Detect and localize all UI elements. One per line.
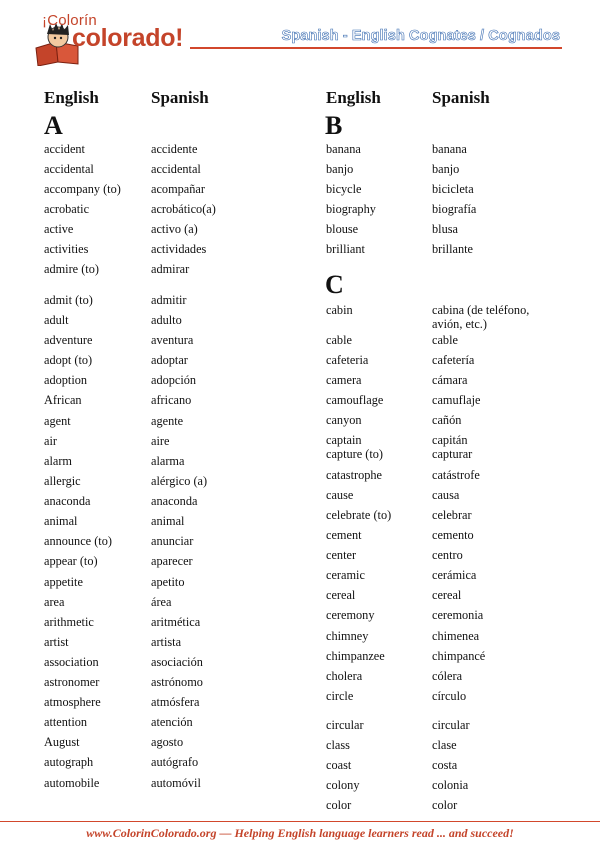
spanish-word: accidente bbox=[151, 142, 198, 156]
english-word: allergic bbox=[44, 474, 81, 488]
spanish-word: área bbox=[151, 595, 172, 609]
english-word: adult bbox=[44, 313, 69, 327]
spanish-word: celebrar bbox=[432, 508, 472, 522]
english-word: August bbox=[44, 735, 80, 749]
english-word: alarm bbox=[44, 454, 72, 468]
column-header-english-left: English bbox=[44, 88, 99, 107]
english-word: area bbox=[44, 595, 65, 609]
english-word: adventure bbox=[44, 333, 93, 347]
spanish-word: cámara bbox=[432, 373, 468, 387]
logo[interactable] bbox=[34, 8, 194, 68]
spanish-word: blusa bbox=[432, 222, 458, 236]
english-word: agent bbox=[44, 414, 71, 428]
english-word: air bbox=[44, 434, 57, 448]
logo-text-small: ¡Colorín bbox=[42, 12, 97, 29]
english-word: autograph bbox=[44, 755, 94, 769]
english-word: camera bbox=[326, 373, 362, 387]
spanish-word: banjo bbox=[432, 162, 460, 176]
spanish-word: autógrafo bbox=[151, 755, 199, 769]
spanish-word: brillante bbox=[432, 242, 473, 256]
english-word: color bbox=[326, 798, 352, 812]
page-title: Spanish - English Cognates / Cognados bbox=[281, 28, 560, 44]
english-word: captain bbox=[326, 433, 362, 447]
english-word: attention bbox=[44, 715, 88, 729]
spanish-word: avión, etc.) bbox=[432, 317, 487, 331]
logo-text-large: colorado! bbox=[72, 24, 184, 52]
english-word: admit (to) bbox=[44, 293, 93, 307]
english-word: colony bbox=[326, 778, 360, 792]
spanish-word: apetito bbox=[151, 575, 185, 589]
english-word: cholera bbox=[326, 669, 363, 683]
spanish-word: agente bbox=[151, 414, 184, 428]
column-header-english-right: English bbox=[326, 88, 381, 107]
spanish-word: alérgico (a) bbox=[151, 474, 208, 488]
spanish-word: cable bbox=[432, 333, 458, 347]
spanish-word: clase bbox=[432, 738, 457, 752]
english-word: appetite bbox=[44, 575, 83, 589]
spanish-word: agosto bbox=[151, 735, 184, 749]
spanish-word: chimpancé bbox=[432, 649, 486, 663]
english-word: cabin bbox=[326, 303, 353, 317]
english-word: cafeteria bbox=[326, 353, 369, 367]
spanish-word: capitán bbox=[432, 433, 468, 447]
column-header-spanish-left: Spanish bbox=[151, 88, 209, 107]
spanish-word: admirar bbox=[151, 262, 190, 276]
english-word: automobile bbox=[44, 776, 100, 790]
spanish-word: atención bbox=[151, 715, 193, 729]
english-word: association bbox=[44, 655, 99, 669]
english-word: banjo bbox=[326, 162, 354, 176]
spanish-word: admitir bbox=[151, 293, 187, 307]
spanish-word: bicicleta bbox=[432, 182, 474, 196]
english-word: biography bbox=[326, 202, 376, 216]
english-word: bicycle bbox=[326, 182, 362, 196]
section-letter-c: C bbox=[325, 270, 344, 299]
english-word: anaconda bbox=[44, 494, 91, 508]
spanish-word: alarma bbox=[151, 454, 185, 468]
english-word: cause bbox=[326, 488, 354, 502]
english-word: active bbox=[44, 222, 74, 236]
spanish-word: aventura bbox=[151, 333, 194, 347]
english-word: appear (to) bbox=[44, 554, 98, 568]
english-word: circle bbox=[326, 689, 354, 703]
english-word: ceremony bbox=[326, 608, 375, 622]
english-word: coast bbox=[326, 758, 352, 772]
spanish-word: actividades bbox=[151, 242, 207, 256]
english-word: canyon bbox=[326, 413, 362, 427]
spanish-word: atmósfera bbox=[151, 695, 200, 709]
spanish-word: artista bbox=[151, 635, 182, 649]
spanish-word: cañón bbox=[432, 413, 462, 427]
english-word: acrobatic bbox=[44, 202, 90, 216]
english-word: catastrophe bbox=[326, 468, 382, 482]
spanish-word: ceremonia bbox=[432, 608, 484, 622]
spanish-word: chimenea bbox=[432, 629, 480, 643]
english-word: accident bbox=[44, 142, 85, 156]
english-word: adopt (to) bbox=[44, 353, 93, 367]
spanish-word: banana bbox=[432, 142, 467, 156]
english-word: animal bbox=[44, 514, 78, 528]
english-word: cable bbox=[326, 333, 352, 347]
header-divider bbox=[190, 47, 562, 49]
english-word: center bbox=[326, 548, 357, 562]
spanish-word: automóvil bbox=[151, 776, 201, 790]
spanish-word: adulto bbox=[151, 313, 182, 327]
english-word: brilliant bbox=[326, 242, 365, 256]
english-word: arithmetic bbox=[44, 615, 94, 629]
english-word: admire (to) bbox=[44, 262, 99, 276]
spanish-word: aparecer bbox=[151, 554, 193, 568]
english-word: ceramic bbox=[326, 568, 365, 582]
english-word: chimney bbox=[326, 629, 369, 643]
spanish-word: cólera bbox=[432, 669, 463, 683]
spanish-word: asociación bbox=[151, 655, 203, 669]
english-word: cereal bbox=[326, 588, 356, 602]
column-header-spanish-right: Spanish bbox=[432, 88, 490, 107]
spanish-word: adoptar bbox=[151, 353, 188, 367]
english-word: circular bbox=[326, 718, 364, 732]
footer-tagline: www.ColorinColorado.org — Helping English language learners read ... and succeed! bbox=[86, 826, 514, 840]
english-word: activities bbox=[44, 242, 89, 256]
spanish-word: aritmética bbox=[151, 615, 201, 629]
english-word: chimpanzee bbox=[326, 649, 385, 663]
english-word: artist bbox=[44, 635, 69, 649]
spanish-word: círculo bbox=[432, 689, 467, 703]
spanish-word: aire bbox=[151, 434, 170, 448]
english-word: cement bbox=[326, 528, 362, 542]
english-word: blouse bbox=[326, 222, 359, 236]
spanish-word: anaconda bbox=[151, 494, 198, 508]
spanish-word: camuflaje bbox=[432, 393, 481, 407]
english-word: banana bbox=[326, 142, 361, 156]
english-word: accidental bbox=[44, 162, 94, 176]
english-word: African bbox=[44, 393, 82, 407]
spanish-word: animal bbox=[151, 514, 185, 528]
spanish-word: cerámica bbox=[432, 568, 477, 582]
spanish-word: cereal bbox=[432, 588, 462, 602]
spanish-word: adopción bbox=[151, 373, 197, 387]
spanish-word: acompañar bbox=[151, 182, 205, 196]
english-word: celebrate (to) bbox=[326, 508, 392, 522]
spanish-word: colonia bbox=[432, 778, 469, 792]
section-letter-b: B bbox=[325, 111, 343, 140]
spanish-word: acrobático(a) bbox=[151, 202, 216, 216]
spanish-word: cabina (de teléfono, bbox=[432, 303, 530, 317]
spanish-word: catástrofe bbox=[432, 468, 480, 482]
english-word: camouflage bbox=[326, 393, 384, 407]
spanish-word: activo (a) bbox=[151, 222, 198, 236]
spanish-word: capturar bbox=[432, 447, 473, 461]
spanish-word: circular bbox=[432, 718, 470, 732]
footer-divider bbox=[0, 821, 600, 822]
english-word: class bbox=[326, 738, 350, 752]
english-word: astronomer bbox=[44, 675, 100, 689]
section-letter-a: A bbox=[44, 111, 63, 140]
english-word: atmosphere bbox=[44, 695, 101, 709]
english-word: capture (to) bbox=[326, 447, 384, 461]
spanish-word: cafetería bbox=[432, 353, 475, 367]
spanish-word: anunciar bbox=[151, 534, 194, 548]
spanish-word: centro bbox=[432, 548, 463, 562]
spanish-word: costa bbox=[432, 758, 458, 772]
spanish-word: cemento bbox=[432, 528, 474, 542]
spanish-word: astrónomo bbox=[151, 675, 203, 689]
english-word: accompany (to) bbox=[44, 182, 121, 196]
english-word: announce (to) bbox=[44, 534, 112, 548]
spanish-word: biografía bbox=[432, 202, 477, 216]
spanish-word: accidental bbox=[151, 162, 201, 176]
spanish-word: africano bbox=[151, 393, 192, 407]
english-word: adoption bbox=[44, 373, 88, 387]
spanish-word: causa bbox=[432, 488, 460, 502]
spanish-word: color bbox=[432, 798, 458, 812]
